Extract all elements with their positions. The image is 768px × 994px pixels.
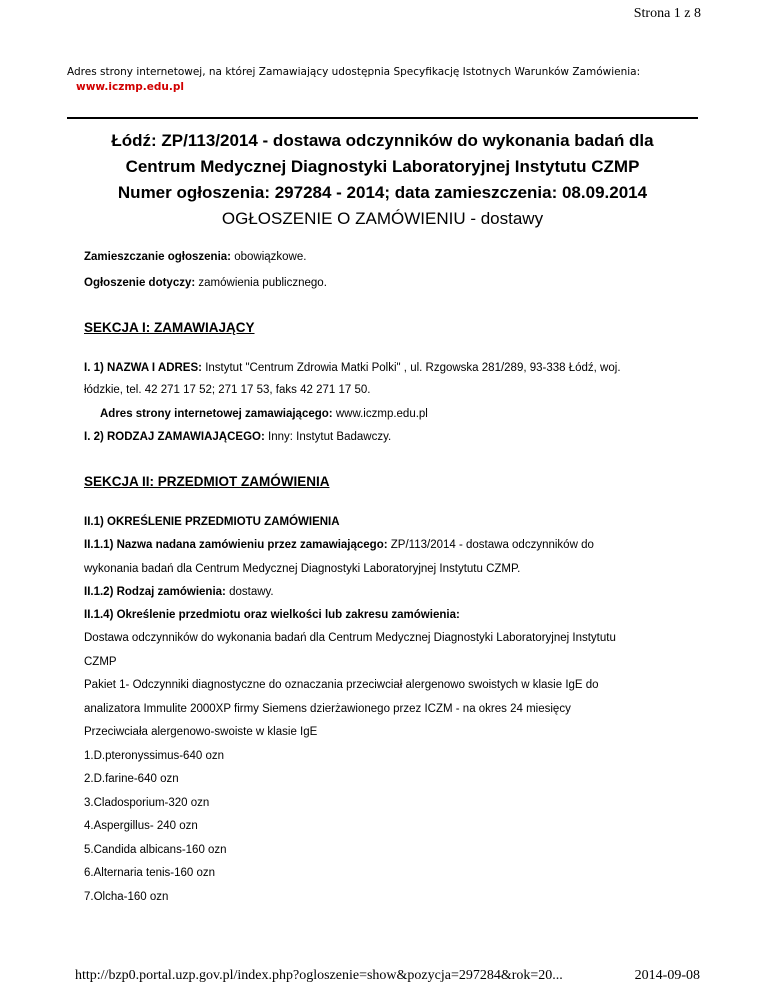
order-name-value: ZP/113/2014 - dostawa odczynników do — [390, 539, 594, 551]
section-1-heading: SEKCJA I: ZAMAWIAJĄCY — [84, 320, 255, 335]
order-scope-label: II.1.4) Określenie przedmiotu oraz wielkości lub zakresu zamówienia: — [84, 609, 460, 621]
scope-line: Przeciwciała alergenowo-swoiste w klasie IgE — [84, 726, 318, 738]
concerns-value: zamówienia publicznego. — [198, 277, 327, 289]
scope-line: Dostawa odczynników do wykonania badań dla Centrum Medycznej Diagnostyki Laboratoryjnej Instytutu — [84, 632, 616, 644]
ordering-party-name-label: I. 1) NAZWA I ADRES: — [84, 362, 202, 374]
scope-list-item: 7.Olcha-160 ozn — [84, 891, 169, 903]
placement-row — [84, 251, 306, 263]
concerns-row — [84, 277, 327, 289]
order-kind-value: dostawy. — [229, 586, 274, 598]
scope-line: CZMP — [84, 656, 117, 668]
scope-list-item: 1.D.pteronyssimus-640 ozn — [84, 750, 224, 762]
order-name-row — [84, 539, 594, 551]
ordering-party-website-row — [100, 408, 428, 420]
print-footer-url: http://bzp0.portal.uzp.gov.pl/index.php?ogloszenie=show&pozycja=297284&rok=20... — [75, 968, 563, 983]
concerns-label: Ogłoszenie dotyczy: — [84, 277, 196, 289]
scope-list-item: 5.Candida albicans-160 ozn — [84, 844, 227, 856]
ordering-party-website-label: Adres strony internetowej zamawiającego: — [100, 408, 333, 420]
notice-title — [67, 128, 698, 232]
title-line-4: OGŁOSZENIE O ZAMÓWIENIU - dostawy — [221, 209, 544, 228]
scope-list-item: 4.Aspergillus- 240 ozn — [84, 820, 198, 832]
page-counter: Strona 1 z 8 — [633, 6, 701, 21]
section-2-heading: SEKCJA II: PRZEDMIOT ZAMÓWIENIA — [84, 474, 330, 489]
placement-label: Zamieszczanie ogłoszenia: — [84, 251, 231, 263]
ordering-party-name-value: Instytut "Centrum Zdrowia Matki Polki" , ul. Rzgowska 281/289, 93-338 Łódź, woj. — [205, 362, 621, 374]
title-line-1: Łódź: ZP/113/2014 - dostawa odczynników do wykonania badań dla — [111, 131, 654, 150]
scope-line: Pakiet 1- Odczynniki diagnostyczne do oznaczania przeciwciał alergenowo swoistych w klasie IgE do — [84, 679, 599, 691]
siwz-website-label: Adres strony internetowej, na której Zamawiający udostępnia Specyfikację Istotnych Warunków Zamówienia: — [67, 66, 641, 78]
print-footer-date: 2014-09-08 — [634, 968, 700, 983]
title-line-3: Numer ogłoszenia: 297284 - 2014; data zamieszczenia: 08.09.2014 — [117, 183, 648, 202]
order-name-cont: wykonania badań dla Centrum Medycznej Diagnostyki Laboratoryjnej Instytutu CZMP. — [84, 563, 521, 575]
ordering-party-name-cont: łódzkie, tel. 42 271 17 52; 271 17 53, faks 42 271 17 50. — [84, 384, 371, 396]
ordering-party-website-value: www.iczmp.edu.pl — [335, 408, 428, 420]
scope-line: analizatora Immulite 2000XP firmy Siemens dzierżawionego przez ICZM - na okres 24 miesięcy — [84, 703, 571, 715]
placement-value: obowiązkowe. — [234, 251, 307, 263]
scope-list-item: 3.Cladosporium-320 ozn — [84, 797, 210, 809]
order-kind-label: II.1.2) Rodzaj zamówienia: — [84, 586, 226, 598]
subject-subheading — [84, 516, 340, 528]
scope-list-item: 6.Alternaria tenis-160 ozn — [84, 867, 216, 879]
scope-list-item: 2.D.farine-640 ozn — [84, 773, 179, 785]
subject-subheading-text: II.1) OKREŚLENIE PRZEDMIOTU ZAMÓWIENIA — [84, 516, 340, 528]
ordering-party-name-row — [84, 362, 621, 374]
ordering-party-type-label: I. 2) RODZAJ ZAMAWIAJĄCEGO: — [84, 431, 265, 443]
ordering-party-type-row — [84, 431, 391, 443]
title-divider — [67, 117, 698, 119]
ordering-party-type-value: Inny: Instytut Badawczy. — [268, 431, 392, 443]
siwz-website-link[interactable]: www.iczmp.edu.pl — [76, 81, 185, 93]
title-line-2: Centrum Medycznej Diagnostyki Laboratoryjnej Instytutu CZMP — [125, 157, 640, 176]
order-scope-row — [84, 609, 460, 621]
order-kind-row — [84, 586, 274, 598]
order-name-label: II.1.1) Nazwa nadana zamówieniu przez zamawiającego: — [84, 539, 388, 551]
